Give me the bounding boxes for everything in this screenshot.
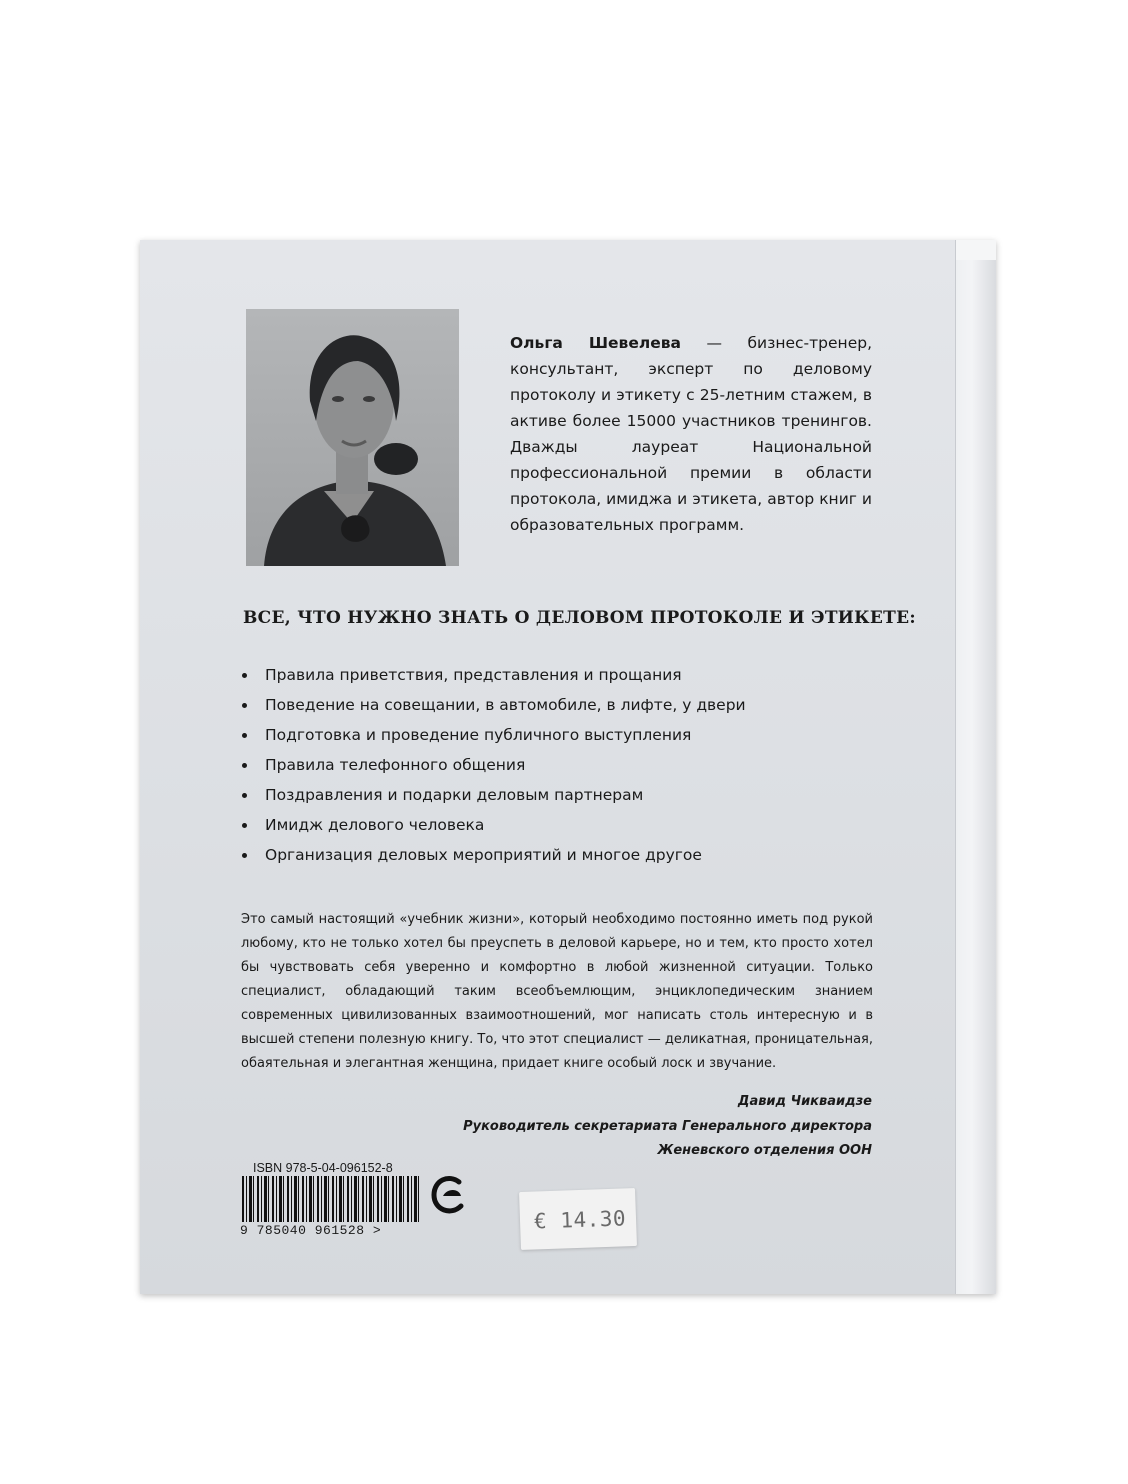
barcode xyxy=(242,1176,420,1222)
list-item: Правила приветствия, представления и прощания xyxy=(240,660,880,690)
list-item: Организация деловых мероприятий и многое другое xyxy=(240,840,880,870)
price-sticker xyxy=(519,1188,637,1250)
author-bio-text: — бизнес-тренер, консультант, эксперт по деловому протоколу и этикету с 25-летним стажем, в активе более 15000 участников тренингов. Дважды лауреат Национальной профессиональной премии в области протокола, имиджа и этикета, автор книг и образовательных программ. xyxy=(510,334,872,534)
price-value: € 14.30 xyxy=(533,1206,627,1234)
list-item: Поздравления и подарки деловым партнерам xyxy=(240,780,880,810)
author-photo xyxy=(246,309,459,566)
author-portrait-image xyxy=(246,309,459,566)
list-item: Имидж делового человека xyxy=(240,810,880,840)
publisher-logo-icon xyxy=(429,1172,469,1218)
section-heading: ВСЕ, ЧТО НУЖНО ЗНАТЬ О ДЕЛОВОМ ПРОТОКОЛЕ И ЭТИКЕТЕ: xyxy=(243,608,916,628)
list-item: Поведение на совещании, в автомобиле, в лифте, у двери xyxy=(240,690,880,720)
reviewer-name: Давид Чикваидзе xyxy=(737,1094,872,1109)
isbn-label: ISBN 978-5-04-096152-8 xyxy=(253,1161,393,1175)
reviewer-organization: Женевского отделения ООН xyxy=(657,1143,872,1158)
book-spine-top xyxy=(956,240,996,260)
book-back-cover xyxy=(140,240,996,1294)
author-bio xyxy=(510,330,872,538)
review-signature xyxy=(440,1090,872,1164)
book-spine xyxy=(955,240,996,1294)
list-item: Подготовка и проведение публичного выступления xyxy=(240,720,880,750)
list-item: Правила телефонного общения xyxy=(240,750,880,780)
review-quote: Это самый настоящий «учебник жизни», который необходимо постоянно иметь под рукой любому, кто не только хотел бы преуспеть в деловой карьере, но и тем, кто просто хотел бы чувствовать себя уверенно и комфортно в любой жизненной ситуации. Только специалист, обладающий таким всеобъемлющим, энциклопедическим знанием современных цивилизованных взаимоотношений, мог написать столь интересную и в высшей степени полезную книгу. То, что этот специалист — деликатная, проницательная, обаятельная и элегантная женщина, придает книге особый лоск и звучание. xyxy=(241,912,874,1071)
barcode-number: 9 785040 961528 > xyxy=(240,1223,382,1238)
reviewer-position: Руководитель секретариата Генерального директора xyxy=(463,1118,872,1134)
topics-list xyxy=(240,660,880,870)
author-name: Ольга Шевелева xyxy=(510,334,681,352)
